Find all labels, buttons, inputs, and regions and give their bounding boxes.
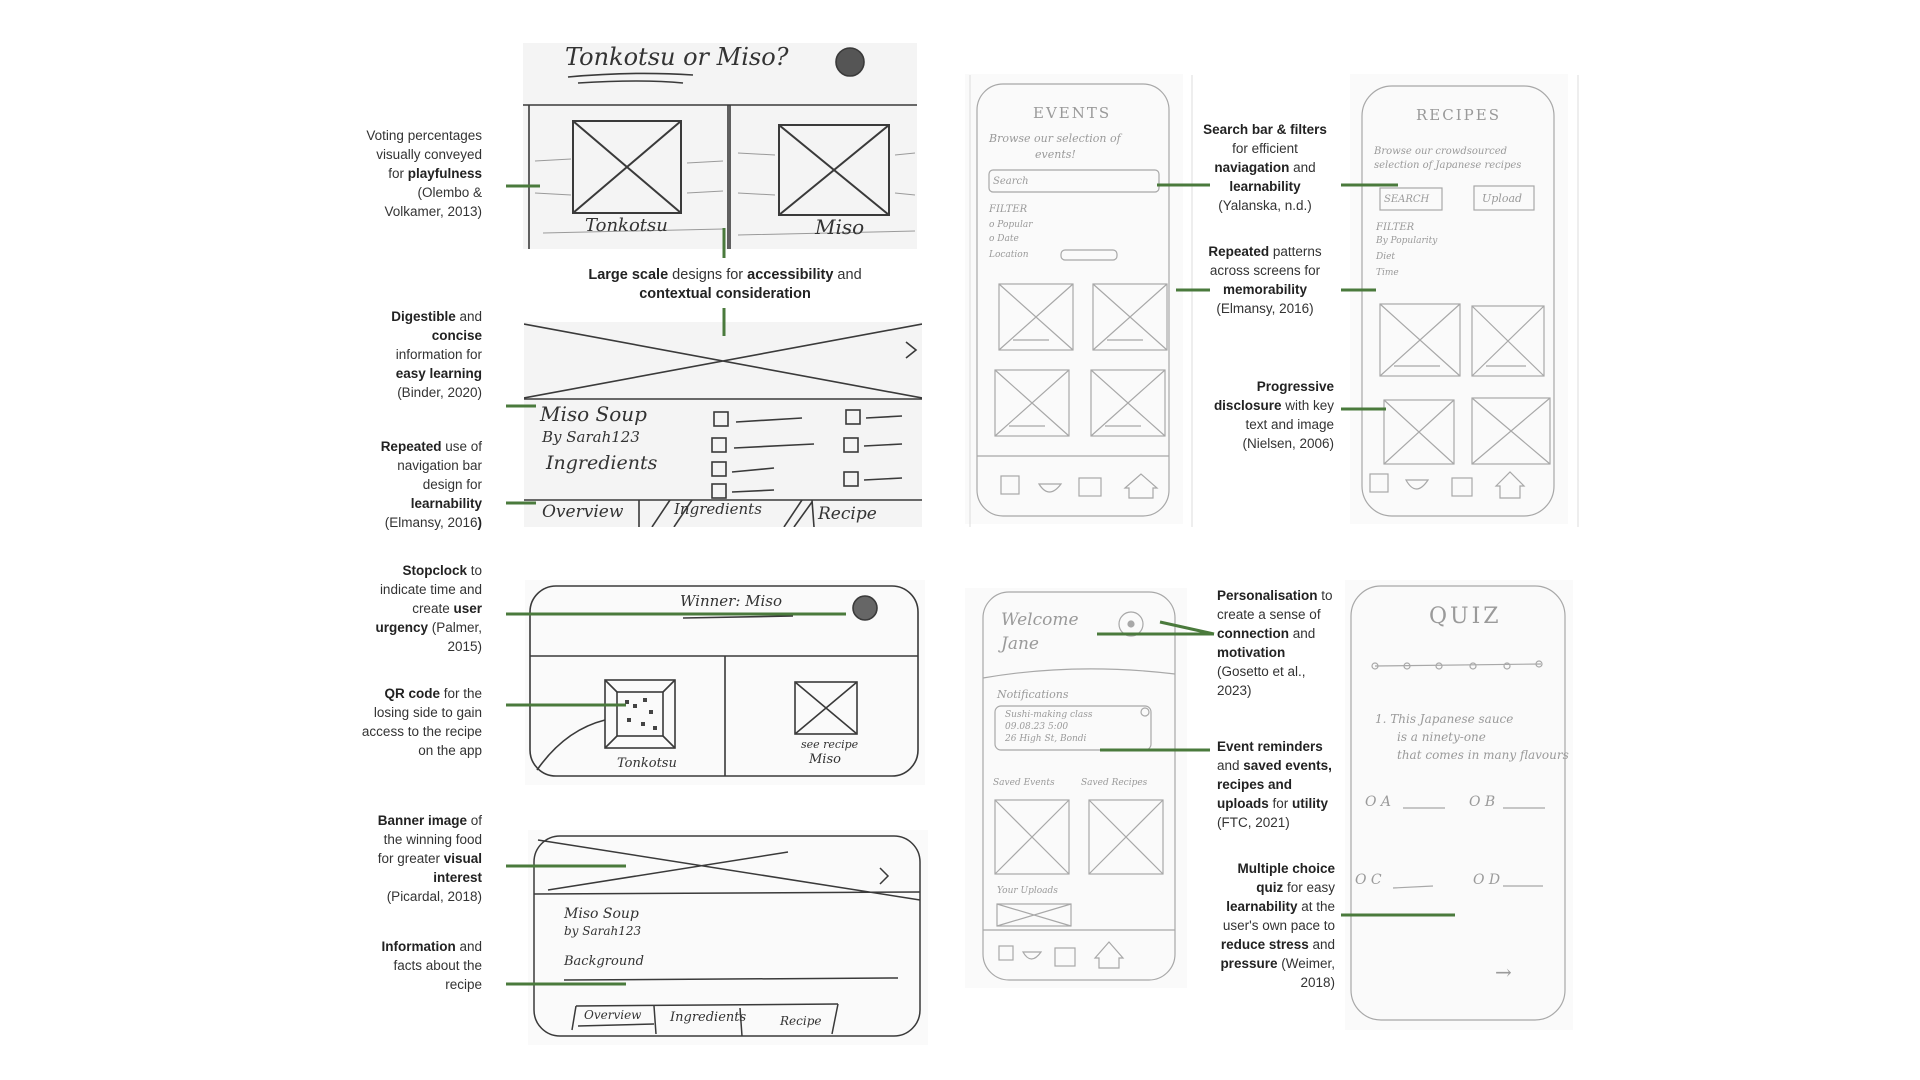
note-personalisation: Personalisation to create a sense of connection and motivation (Gosetto et al., 2023) [1217, 588, 1333, 698]
welcome-notifications: Notifications [997, 688, 1069, 701]
banner-line-2: by Sarah123 [564, 924, 642, 938]
recipes-title: RECIPES [1416, 106, 1501, 124]
welcome-notification-line-3: 26 High St, Bondi [1005, 734, 1087, 744]
recipe-line-2: By Sarah123 [542, 428, 640, 446]
quiz-question-1: 1. This Japanese sauce [1375, 712, 1514, 726]
quiz-option-a: O A [1365, 794, 1392, 810]
events-search: Search [993, 176, 1029, 187]
recipes-filter-popularity: By Popularity [1376, 236, 1438, 246]
quiz-question-2: is a ninety-one [1397, 730, 1486, 744]
note-large-scale: Large scale designs for accessibility and contextual consideration [588, 267, 862, 302]
note-event-reminders: Event reminders and saved events, recipes and uploads for utility (FTC, 2021) [1217, 739, 1332, 830]
winner-right-label-2: Miso [809, 752, 841, 767]
quiz-option-c: O C [1355, 872, 1382, 888]
recipe-line-1: Miso Soup [540, 402, 647, 426]
banner-tab-recipe: Recipe [780, 1014, 822, 1028]
quiz-option-b: O B [1469, 794, 1496, 810]
events-filter-location: Location [989, 250, 1029, 260]
recipes-filter-time: Time [1376, 268, 1399, 278]
winner-title: Winner: Miso [680, 592, 783, 610]
welcome-saved-events: Saved Events [993, 778, 1055, 788]
winner-right-label: see recipe [801, 738, 859, 751]
note-qr: QR code for the losing side to gain access to the recipe on the app [361, 686, 482, 758]
winner-left-label: Tonkotsu [617, 756, 677, 771]
note-digestible: Digestible and concise information for easy learning (Binder, 2020) [391, 309, 482, 400]
recipe-tab-ingredients: Ingredients [674, 500, 762, 518]
recipe-line-3: Ingredients [546, 452, 658, 474]
quiz-option-d: O D [1473, 872, 1501, 888]
note-stopclock: Stopclock to indicate time and create user urgency (Palmer, 2015) [375, 563, 482, 654]
welcome-saved-recipes: Saved Recipes [1081, 778, 1148, 788]
recipes-filter: FILTER [1376, 222, 1415, 233]
note-repeated: Repeated patterns across screens for memorability (Elmansy, 2016) [1208, 244, 1322, 316]
welcome-title-1: Welcome [1001, 610, 1079, 630]
welcome-notification-line-2: 09.08.23 5:00 [1005, 722, 1069, 732]
banner-tab-overview: Overview [584, 1008, 642, 1022]
events-subtitle-1: Browse our selection of [989, 132, 1121, 145]
note-banner: Banner image of the winning food for greater visual interest (Picardal, 2018) [377, 813, 482, 904]
note-progressive: Progressive disclosure with key text and image (Nielsen, 2006) [1213, 379, 1334, 451]
events-subtitle-2: events! [1035, 148, 1076, 161]
recipes-filter-diet: Diet [1376, 252, 1396, 262]
welcome-uploads: Your Uploads [997, 886, 1058, 896]
recipe-tab-recipe: Recipe [818, 504, 877, 524]
events-filter: FILTER [989, 204, 1028, 215]
events-filter-date: o Date [989, 234, 1019, 244]
note-search: Search bar & filters for efficient naviagation and learnability (Yalanska, n.d.) [1203, 122, 1327, 213]
recipes-subtitle-1: Browse our crowdsourced [1374, 146, 1508, 157]
welcome-notification-line-1: Sushi-making class [1005, 710, 1093, 720]
quiz-title: QUIZ [1429, 604, 1502, 629]
events-title: EVENTS [1033, 104, 1112, 122]
note-navbar: Repeated use of navigation bar design for learnability (Elmansy, 2016) [380, 439, 482, 530]
note-voting: Voting percentages visually conveyed for playfulness (Olembo & Volkamer, 2013) [366, 128, 482, 219]
recipes-subtitle-2: selection of Japanese recipes [1374, 160, 1522, 171]
connector-personalisation [1097, 622, 1214, 634]
note-quiz: Multiple choice quiz for easy learnability at the user's own pace to reduce stress and pressure (Weimer, 2018) [1220, 861, 1335, 990]
note-info: Information and facts about the recipe [381, 939, 482, 992]
events-filter-popular: o Popular [989, 220, 1033, 230]
quiz-question-3: that comes in many flavours [1397, 748, 1569, 762]
voting-option-a: Tonkotsu [585, 215, 668, 236]
banner-line-3: Background [564, 954, 644, 969]
recipes-upload: Upload [1482, 192, 1523, 205]
welcome-title-2: Jane [1001, 634, 1039, 654]
recipes-search: SEARCH [1384, 194, 1430, 205]
recipe-tab-overview: Overview [542, 502, 624, 522]
quiz-next-arrow[interactable]: → [1495, 960, 1512, 984]
voting-title: Tonkotsu or Miso? [565, 43, 789, 71]
banner-line-1: Miso Soup [564, 906, 639, 922]
banner-tab-ingredients: Ingredients [670, 1010, 747, 1025]
voting-option-b: Miso [815, 215, 865, 239]
